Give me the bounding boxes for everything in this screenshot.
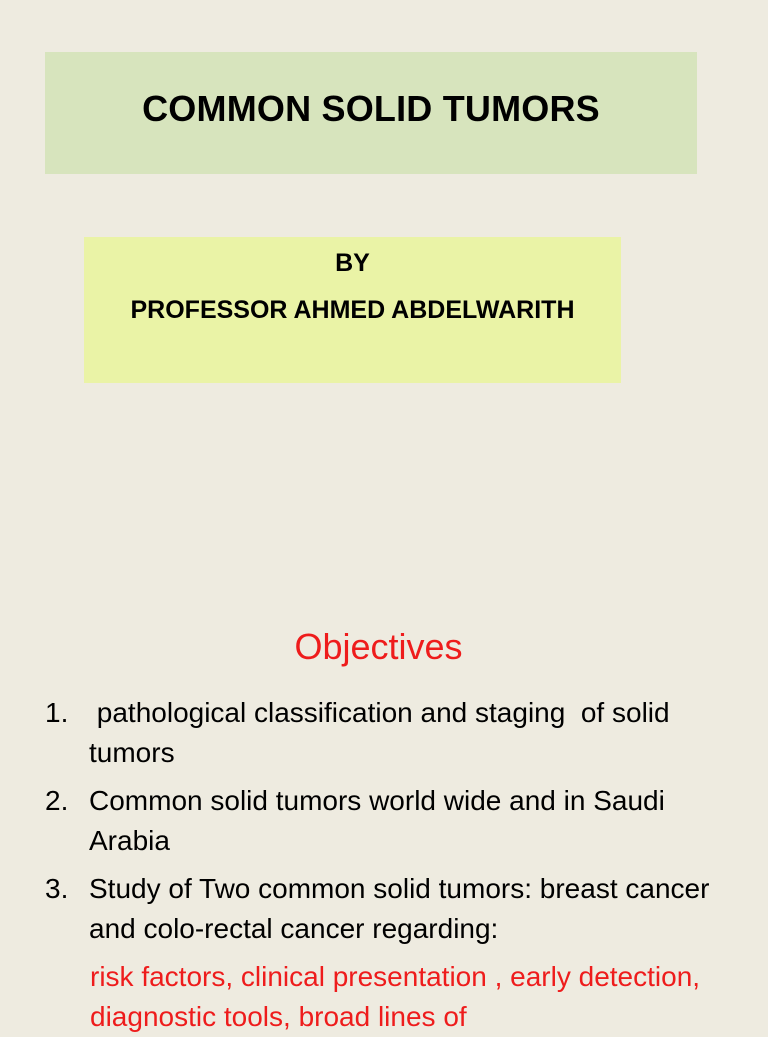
objective-number: 1. (45, 697, 69, 728)
objective-text: Study of Two common solid tumors: breast cancer and colo-rectal cancer regarding: (89, 873, 710, 944)
objective-subtext: risk factors, clinical presentation , early detection, diagnostic tools, broad lines of (90, 961, 701, 1032)
author-name: PROFESSOR AHMED ABDELWARITH (130, 296, 575, 324)
objectives-heading: Objectives (294, 626, 463, 667)
objective-number: 3. (45, 873, 69, 904)
objective-item (45, 869, 745, 949)
title-box (45, 52, 697, 174)
objectives-list (45, 693, 745, 957)
by-label: BY (335, 249, 370, 277)
objective-text: Common solid tumors world wide and in Saudi Arabia (89, 785, 665, 856)
objective-item (45, 781, 745, 861)
objective-item (45, 693, 745, 773)
objective-number: 2. (45, 785, 69, 816)
slide-title: COMMON SOLID TUMORS (142, 88, 600, 129)
author-box (84, 237, 621, 383)
objective-text: pathological classification and staging of solid tumors (89, 697, 678, 768)
